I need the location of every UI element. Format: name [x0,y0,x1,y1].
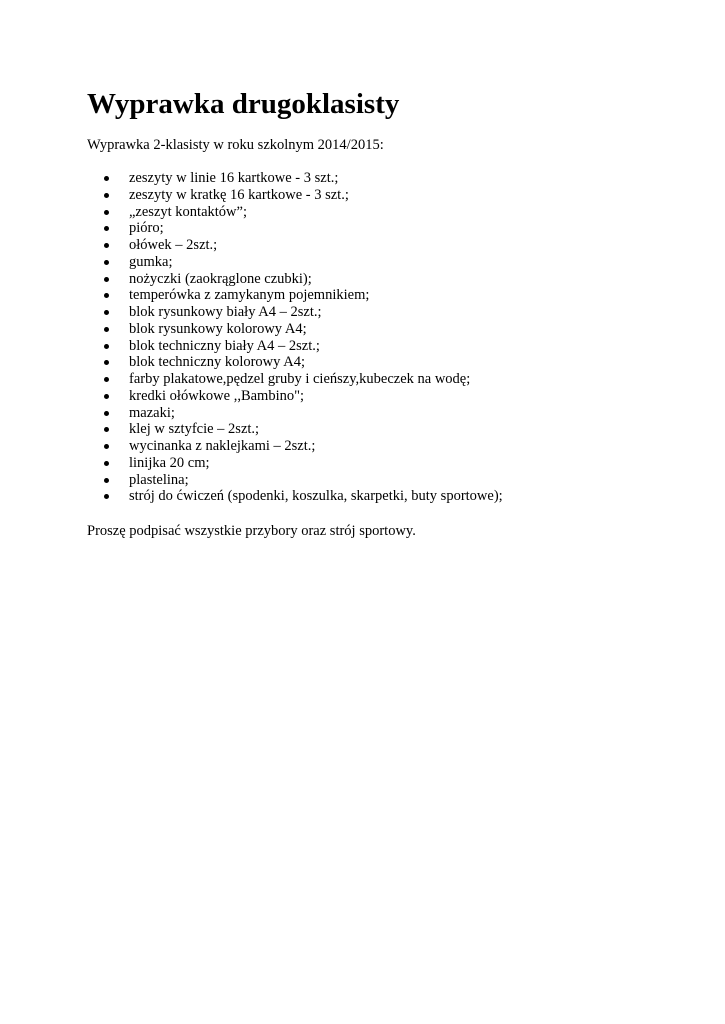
list-item: zeszyty w kratkę 16 kartkowe - 3 szt.; [104,187,503,204]
list-item: plastelina; [104,472,503,489]
closing-paragraph: Proszę podpisać wszystkie przybory oraz strój sportowy. [87,523,416,539]
list-item: nożyczki (zaokrąglone czubki); [104,271,503,288]
list-item: blok rysunkowy kolorowy A4; [104,321,503,338]
list-item: farby plakatowe,pędzel gruby i cieńszy,kubeczek na wodę; [104,371,503,388]
list-item: klej w sztyfcie – 2szt.; [104,421,503,438]
list-item: wycinanka z naklejkami – 2szt.; [104,438,503,455]
document-title: Wyprawka drugoklasisty [87,88,400,120]
list-item: blok techniczny kolorowy A4; [104,354,503,371]
supplies-list [104,170,503,505]
list-item: mazaki; [104,405,503,422]
list-item: „zeszyt kontaktów”; [104,204,503,221]
list-item: kredki ołówkowe ,,Bambino"; [104,388,503,405]
list-item: pióro; [104,220,503,237]
list-item: temperówka z zamykanym pojemnikiem; [104,287,503,304]
list-item: linijka 20 cm; [104,455,503,472]
list-item: blok rysunkowy biały A4 – 2szt.; [104,304,503,321]
list-item: strój do ćwiczeń (spodenki, koszulka, skarpetki, buty sportowe); [104,488,503,505]
list-item: ołówek – 2szt.; [104,237,503,254]
list-item: blok techniczny biały A4 – 2szt.; [104,338,503,355]
list-item: gumka; [104,254,503,271]
intro-paragraph: Wyprawka 2-klasisty w roku szkolnym 2014/2015: [87,137,384,153]
list-item: zeszyty w linie 16 kartkowe - 3 szt.; [104,170,503,187]
